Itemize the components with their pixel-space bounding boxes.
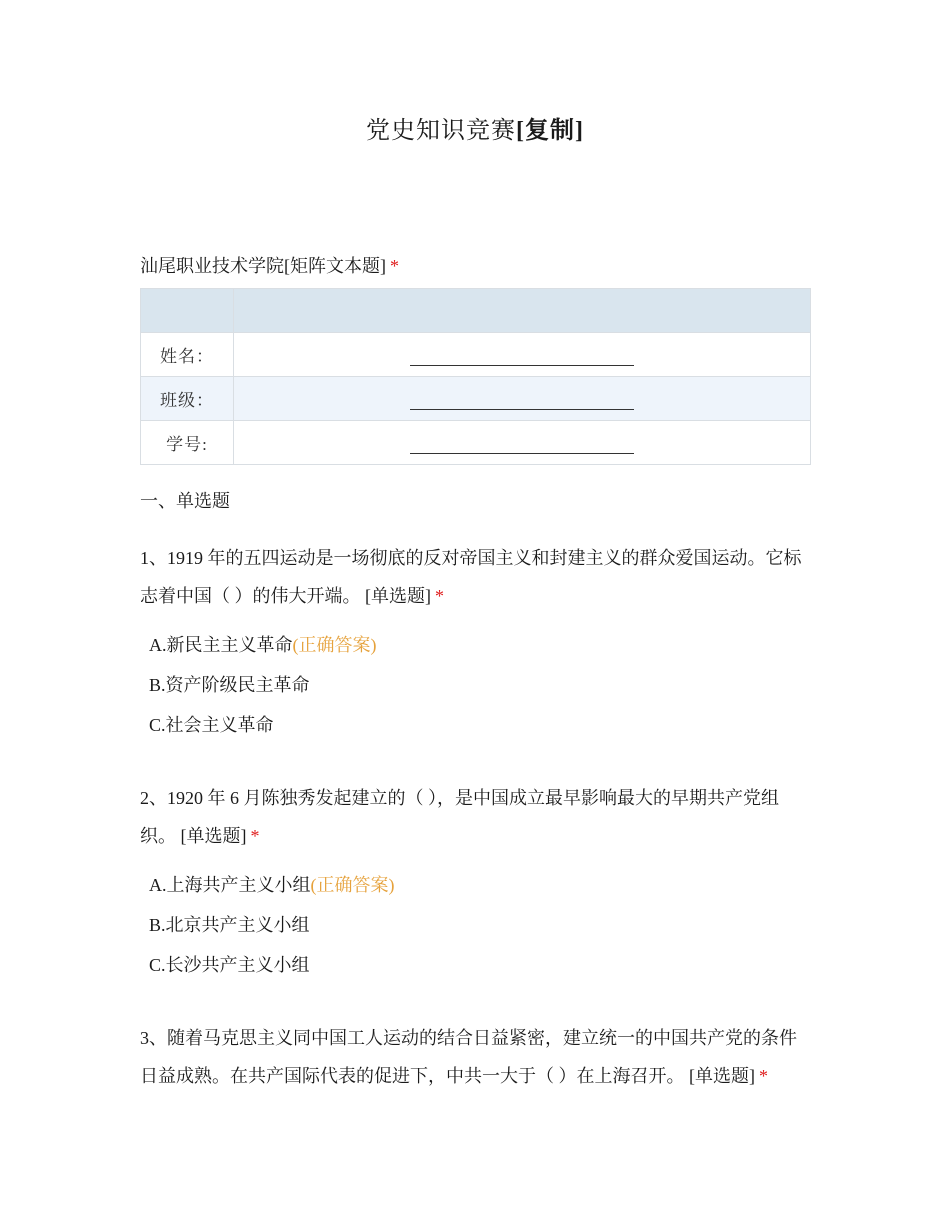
matrix-row-name (141, 333, 811, 377)
required-mark: * (435, 586, 444, 606)
question-1-text: 1、1919 年的五四运动是一场彻底的反对帝国主义和封建主义的群众爱国运动。它标志着中国（ ）的伟大开端。 (140, 548, 802, 606)
row-label-class: 班级： (141, 377, 234, 421)
option-text: B.资产阶级民主革命 (149, 675, 310, 695)
question-2-option-b (149, 911, 310, 937)
matrix-table (140, 288, 811, 465)
correct-answer-tag: (正确答案) (310, 875, 395, 895)
row-label-student-id: 学号: (141, 421, 234, 465)
matrix-row-student-id (141, 421, 811, 465)
question-2-option-c (149, 951, 310, 977)
row-label-name: 姓名： (141, 333, 234, 377)
class-input-line[interactable] (410, 395, 634, 410)
question-1 (140, 539, 812, 615)
matrix-row-class (141, 377, 811, 421)
question-1-option-b (149, 671, 310, 697)
page-title (0, 110, 950, 145)
matrix-header-row (141, 289, 811, 333)
matrix-question-label (140, 252, 399, 278)
section-heading: 一、单选题 (140, 491, 230, 511)
question-2-text: 2、1920 年 6 月陈独秀发起建立的（ ），是中国成立最早影响最大的早期共产党组织。 (140, 788, 779, 846)
question-2 (140, 779, 812, 855)
required-mark: * (759, 1066, 768, 1086)
option-text: A.新民主主义革命 (149, 635, 293, 655)
required-mark: * (390, 256, 399, 276)
option-text: C.社会主义革命 (149, 715, 274, 735)
option-text: C.长沙共产主义小组 (149, 955, 310, 975)
required-mark: * (250, 826, 260, 846)
option-text: B.北京共产主义小组 (149, 915, 310, 935)
question-type-tag: [单选题] (365, 586, 431, 606)
option-text: A.上海共产主义小组 (149, 875, 311, 895)
title-suffix: [复制] (516, 118, 584, 144)
title-text: 党史知识竞赛 (366, 118, 516, 144)
question-type-tag: [单选题] (180, 826, 247, 846)
question-1-option-a (149, 631, 377, 657)
matrix-label-text: 汕尾职业技术学院[矩阵文本题] (140, 256, 386, 276)
matrix-header-cell (141, 289, 234, 333)
question-type-tag: [单选题] (689, 1066, 755, 1086)
question-1-option-c (149, 711, 274, 737)
name-input-line[interactable] (410, 351, 634, 366)
question-2-option-a (149, 871, 395, 897)
question-3-text: 3、随着马克思主义同中国工人运动的结合日益紧密，建立统一的中国共产党的条件日益成熟。在共产国际代表的促进下，中共一大于（ ）在上海召开。 (140, 1028, 797, 1086)
student-id-input-line[interactable] (410, 439, 634, 454)
matrix-header-cell (234, 289, 811, 333)
correct-answer-tag: (正确答案) (292, 635, 377, 655)
question-3 (140, 1019, 812, 1095)
